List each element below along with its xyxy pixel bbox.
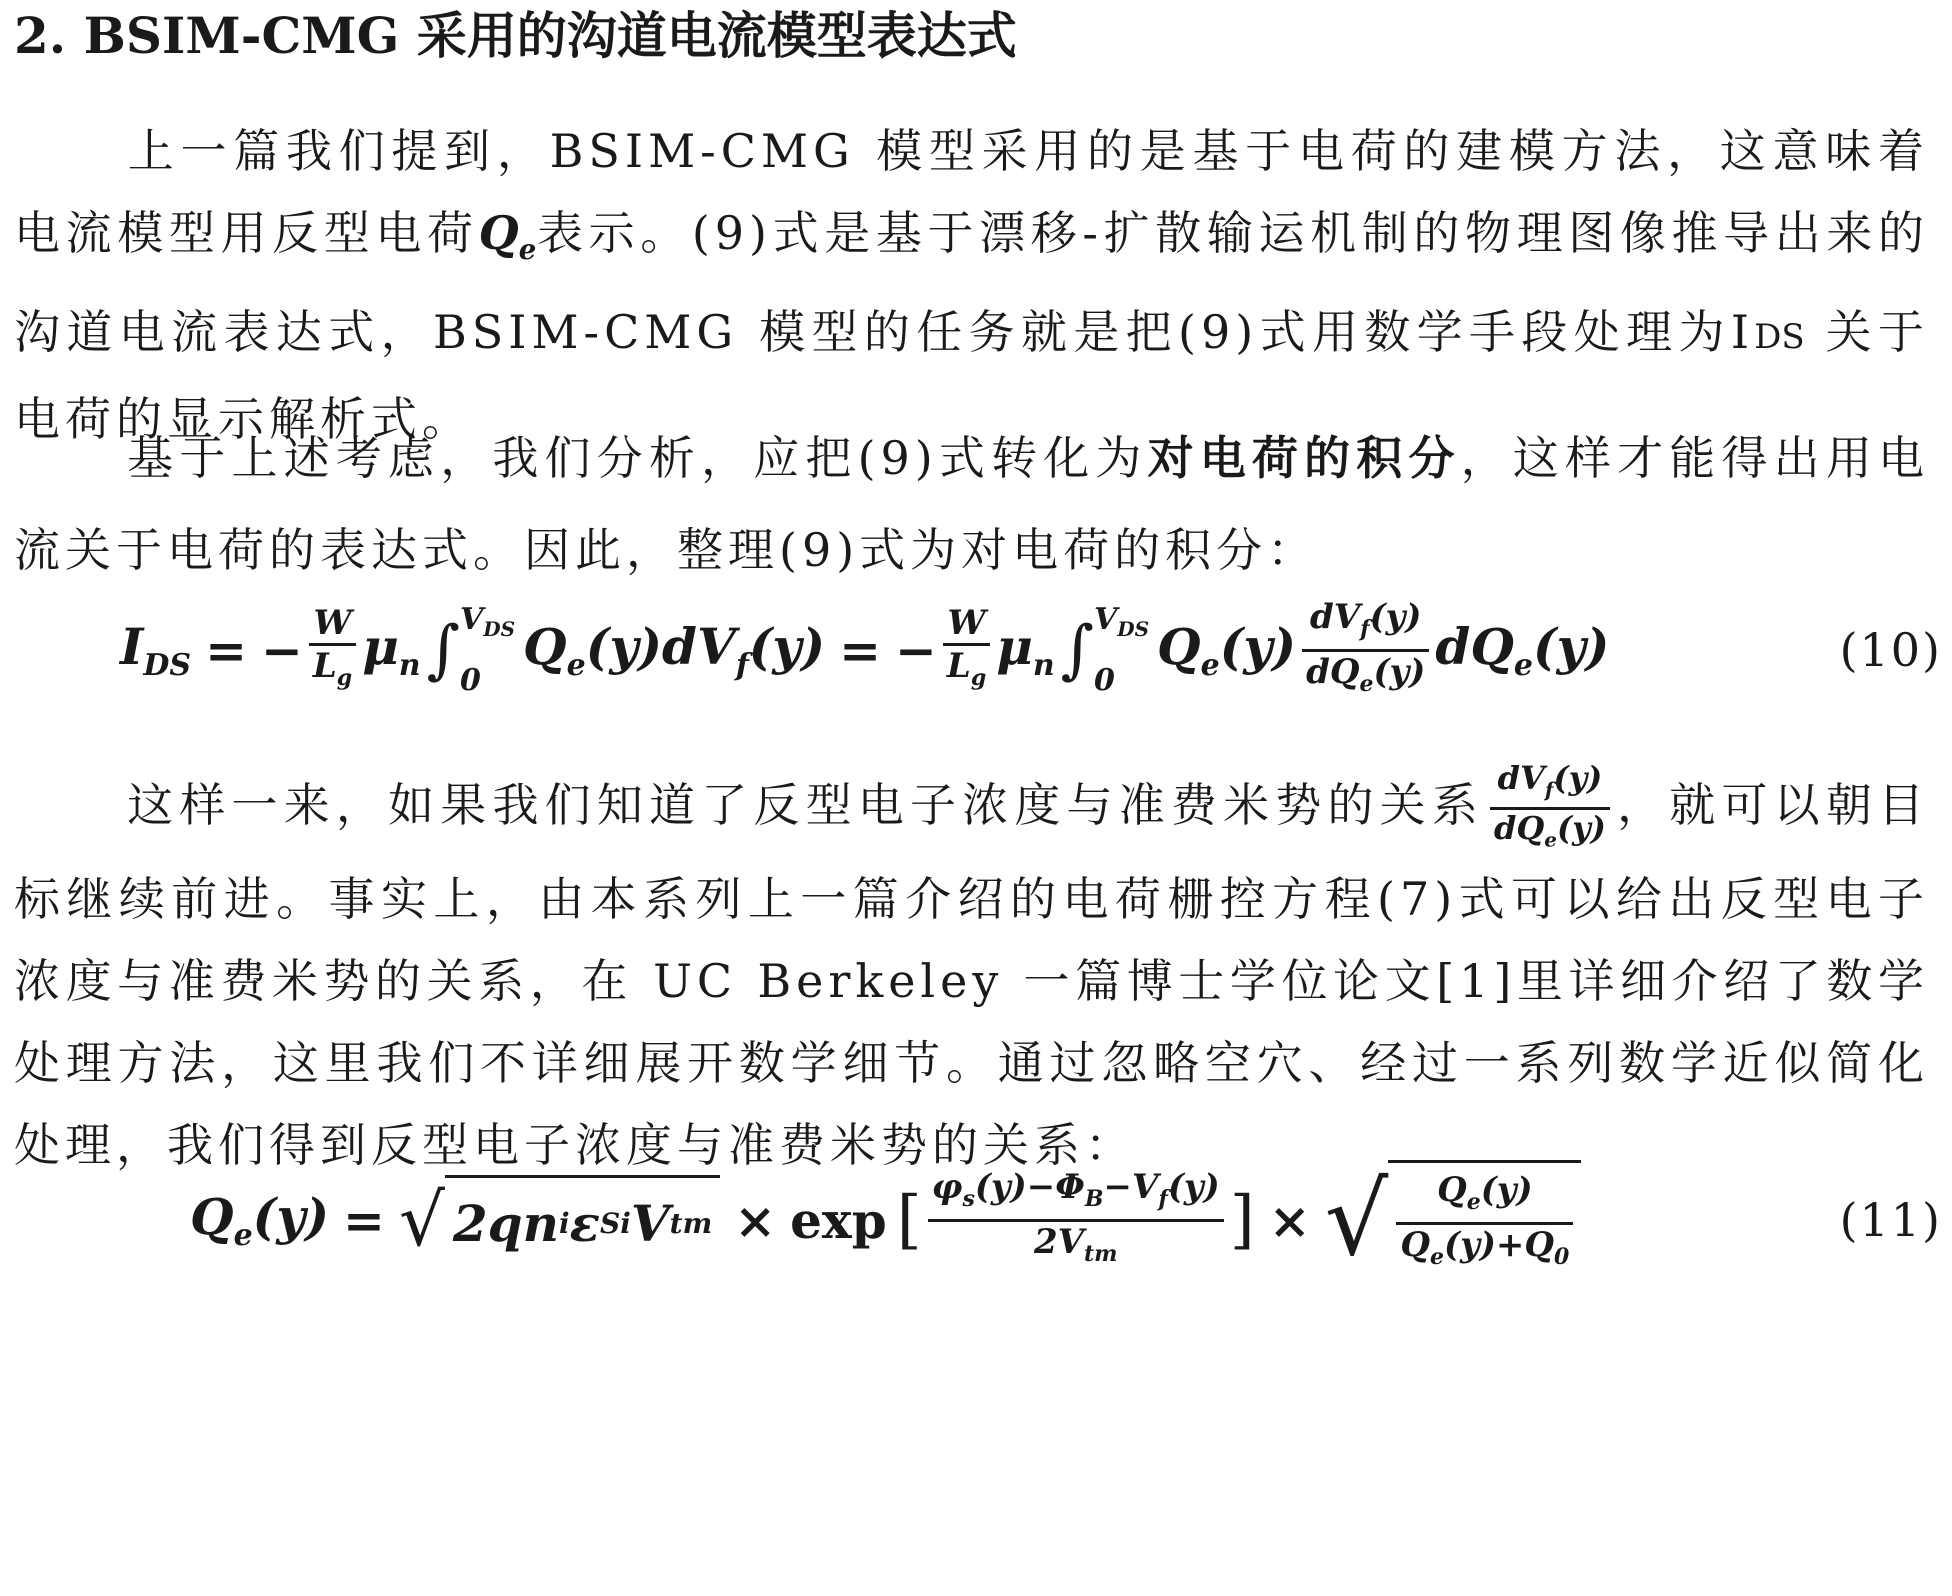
ids-symbol: IDS [1730, 305, 1805, 360]
eq11-exp-fraction: $\frac{\varphi_s(y)-\Phi_B-V_f(y)}{2V_{tm}}$ [928, 1167, 1224, 1274]
eq10-integrand-1: $Q_e(y)dV_f(y)$ [523, 617, 826, 683]
eq11-sqrt-2: √ $\frac{Q_e(y)}{Q_e(y)+Q_0}$ [1325, 1160, 1582, 1280]
eq10-equals-2: = [839, 620, 881, 680]
equation-10-number: (10) [1839, 623, 1942, 677]
eq10-derivative-frac: $\frac{dV_f(y)}{dQ_e(y)}$ [1302, 597, 1429, 704]
eq10-frac-w-lg-2: $\frac{W}{L_g}$ [943, 603, 990, 698]
p3-text-a: 这样一来，如果我们知道了反型电子浓度与准费米势的关系 [126, 777, 1485, 832]
paragraph-2 [14, 412, 1929, 596]
equation-10-body [120, 575, 1609, 725]
p1-text-c: 关于电荷的显示解析式。 [14, 305, 1929, 447]
eq11-times-1: × [734, 1190, 777, 1250]
eq10-dqe: $dQ_e(y)$ [1435, 617, 1610, 683]
paragraph-1 [14, 110, 1929, 460]
eq11-exp: exp [790, 1190, 887, 1250]
eq10-limits-1: $V_{DS}$ 0 [459, 602, 516, 698]
eq10-integral-2: ∫ [1060, 613, 1094, 687]
equation-11-number: (11) [1839, 1193, 1942, 1247]
eq10-mu: $\mu_n$ [362, 617, 421, 683]
eq11-bracket-open: [ [896, 1183, 922, 1257]
eq11-equals: = [343, 1190, 385, 1250]
equation-10 [0, 575, 1952, 725]
paragraph-3 [14, 760, 1929, 1186]
qe-symbol: $Q_e$ [478, 206, 537, 267]
section-title: 2. BSIM-CMG 采用的沟道电流模型表达式 [14, 6, 1017, 65]
eq11-bracket-close: ] [1229, 1183, 1255, 1257]
equation-11 [0, 1150, 1952, 1290]
p1-text-a: 上一篇我们提到，BSIM-CMG 模型采用的是基于电荷的建模方法，这意味着电流模型用反型电荷 [14, 124, 1929, 260]
p3-text-b: ，就可以朝目标继续前进。事实上，由本系列上一篇介绍的电荷栅控方程(7)式可以给出反型电子浓度与准费米势的关系，在 UC Berkeley 一篇博士学位论文[1]里详细介绍了数学处理方法，这里我们不详细展开数学细节。通过忽略空穴、经过一系列数学近似简化处理，我们得到反型电子浓度与准费米势的关系： [14, 777, 1930, 1172]
eq10-frac-w-lg: $\frac{W}{L_g}$ [309, 603, 356, 698]
eq10-integral-1: ∫ [426, 613, 460, 687]
eq10-equals: = [205, 620, 247, 680]
p3-inline-fraction: $\frac{dV_f(y)}{dQ_e(y)}$ [1490, 760, 1610, 858]
eq11-sqrt-1: √ 2qn i ε Si V tm [399, 1175, 720, 1265]
eq10-mu-2: $\mu_n$ [996, 617, 1055, 683]
eq10-lhs: $I_{DS}$ [120, 617, 192, 683]
p2-text-b: ，这样才能得出用电流关于电荷的表达式。因此，整理(9)式为对电荷的积分： [14, 431, 1929, 577]
p1-text-b: 表示。(9)式是基于漂移-扩散输运机制的物理图像推导出来的沟道电流表达式，BSIM-CMG 模型的任务就是把(9)式用数学手段处理为 [14, 206, 1930, 360]
eq11-lhs: $Q_e(y)$ [190, 1187, 330, 1253]
p2-text-a: 基于上述考虑，我们分析，应把(9)式转化为 [126, 431, 1148, 485]
eq10-qe: $Q_e(y)$ [1157, 617, 1297, 683]
equation-11-body [190, 1150, 1581, 1290]
eq10-minus-2: − [895, 620, 937, 680]
eq10-minus-1: − [260, 620, 303, 680]
eq11-times-2: × [1268, 1190, 1311, 1250]
eq10-limits-2: $V_{DS}$ 0 [1093, 602, 1150, 698]
p2-emphasis: 对电荷的积分 [1147, 431, 1461, 485]
